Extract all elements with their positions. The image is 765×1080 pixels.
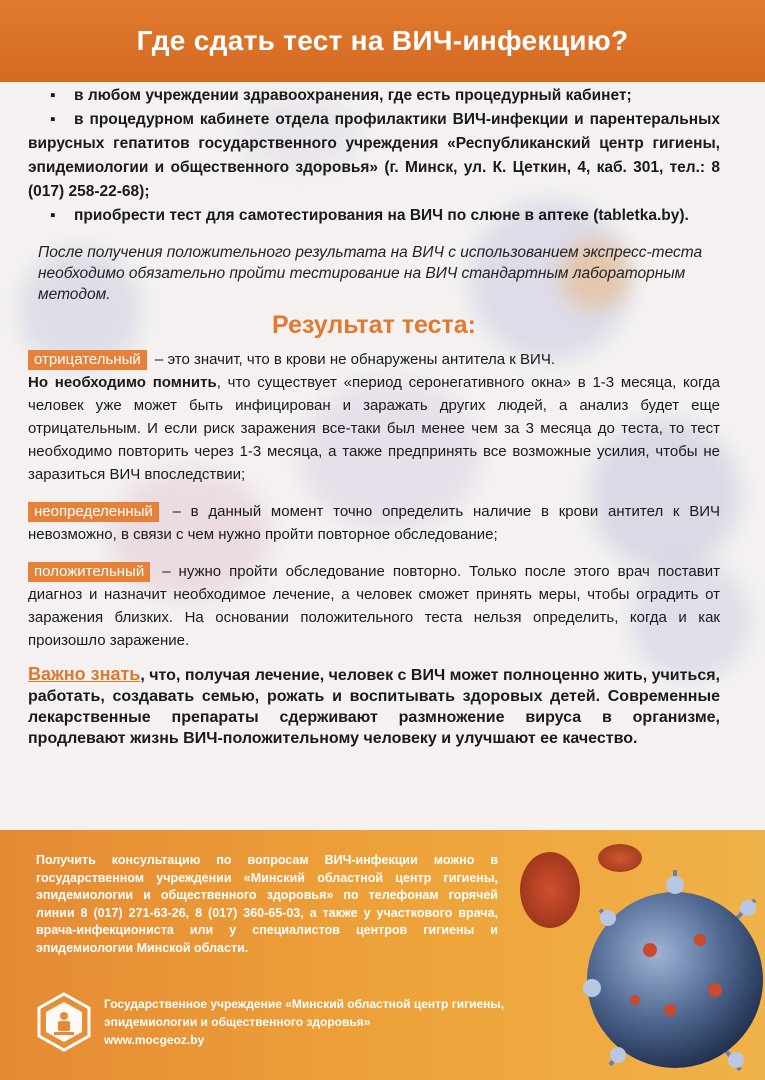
list-item [28, 204, 720, 228]
page-title: Где сдать тест на ВИЧ-инфекцию? [136, 25, 629, 56]
organization-name-line1: Государственное учреждение «Минский областной центр гигиены, [104, 997, 504, 1011]
test-location-list [28, 84, 720, 228]
negative-result-emphasis: Но необходимо помнить [28, 374, 217, 391]
negative-result-tag: отрицательный [28, 350, 147, 370]
bullet-icon: ▪ [50, 207, 56, 224]
list-item-text: приобрести тест для самотестирования на ВИЧ по слюне в аптеке (tabletka.by). [74, 207, 689, 224]
main-content [28, 84, 720, 765]
important-highlight: Важно знать [28, 664, 141, 684]
organization-block [36, 992, 504, 1052]
result-section-title: Результат теста: [272, 311, 476, 339]
bullet-icon: ▪ [50, 87, 56, 104]
consultation-info: Получить консультацию по вопросам ВИЧ-инфекции можно в государственном учреждении «Минский областной центр гигиены, эпидемиологии и общественного здоровья» по телефонам горячей линии 8 (017) 271-63-26, 8 (017) 360-65-03, а также у участкового врача, врача-инфекциониста или у специалистов центров гигиены и эпидемиологии Минской области. [36, 853, 498, 955]
positive-result-paragraph [28, 560, 720, 652]
list-item-text: в любом учреждении здравоохранения, где есть процедурный кабинет; [74, 87, 632, 104]
important-note [28, 664, 720, 749]
positive-result-tag: положительный [28, 562, 150, 582]
negative-result-paragraph [28, 348, 720, 486]
positive-result-text: – нужно пройти обследование повторно. Только после этого врач поставит диагноз и назначит необходимое лечение, а человек сможет принять меры, чтобы оградить от заражения близких. На основании положительного теста нельзя определить, когда и как произошло заражение. [28, 563, 720, 649]
hexagon-health-logo-icon [36, 992, 92, 1052]
virus-illustration-icon [500, 830, 765, 1080]
negative-result-details: , что существует «период серонегативного окна» в 1-3 месяца, когда человек уже может быть инфицирован и заражать других людей, а анализ будет еще отрицательным. И если риск заражения все-таки был менее чем за 3 месяца до теста, то тест необходимо повторить через 1-3 месяца, а также предпринять все возможные усилия, чтобы не заразиться ВИЧ впоследствии; [28, 374, 720, 483]
list-item [28, 84, 720, 108]
important-text: , что, получая лечение, человек с ВИЧ может полноценно жить, учиться, работать, создавать семью, рожать и воспитывать здоровых детей. Современные лекарственные препараты сдерживают размножение вируса в организме, продлевают жизнь ВИЧ-положительному человеку и улучшают ее качество. [28, 667, 720, 747]
indeterminate-result-text: – в данный момент точно определить наличие в крови антител к ВИЧ невозможно, в связи с чем нужно пройти повторное обследование; [28, 503, 720, 543]
page-header [0, 0, 765, 82]
lab-test-note: После получения положительного результата на ВИЧ с использованием экспресс-теста необходимо обязательно пройти тестирование на ВИЧ стандартным лабораторным методом. [38, 244, 703, 303]
bullet-icon: ▪ [50, 111, 56, 128]
organization-info [104, 995, 504, 1049]
indeterminate-result-paragraph [28, 500, 720, 546]
list-item [28, 108, 720, 204]
website-link[interactable]: www.mocgeoz.by [104, 1033, 205, 1047]
footer [0, 830, 765, 1080]
indeterminate-result-tag: неопределенный [28, 502, 159, 522]
organization-name-line2: эпидемиологии и общественного здоровья» [104, 1015, 371, 1029]
list-item-text: в процедурном кабинете отдела профилактики ВИЧ-инфекции и парентеральных вирусных гепатитов государственного учреждения «Республиканский центр гигиены, эпидемиологии и общественного здоровья» (г. Минск, ул. К. Цеткин, 4, каб. 301, тел.: 8 (017) 258-22-68); [28, 111, 720, 200]
negative-result-text: – это значит, что в крови не обнаружены антитела к ВИЧ. [150, 351, 555, 368]
